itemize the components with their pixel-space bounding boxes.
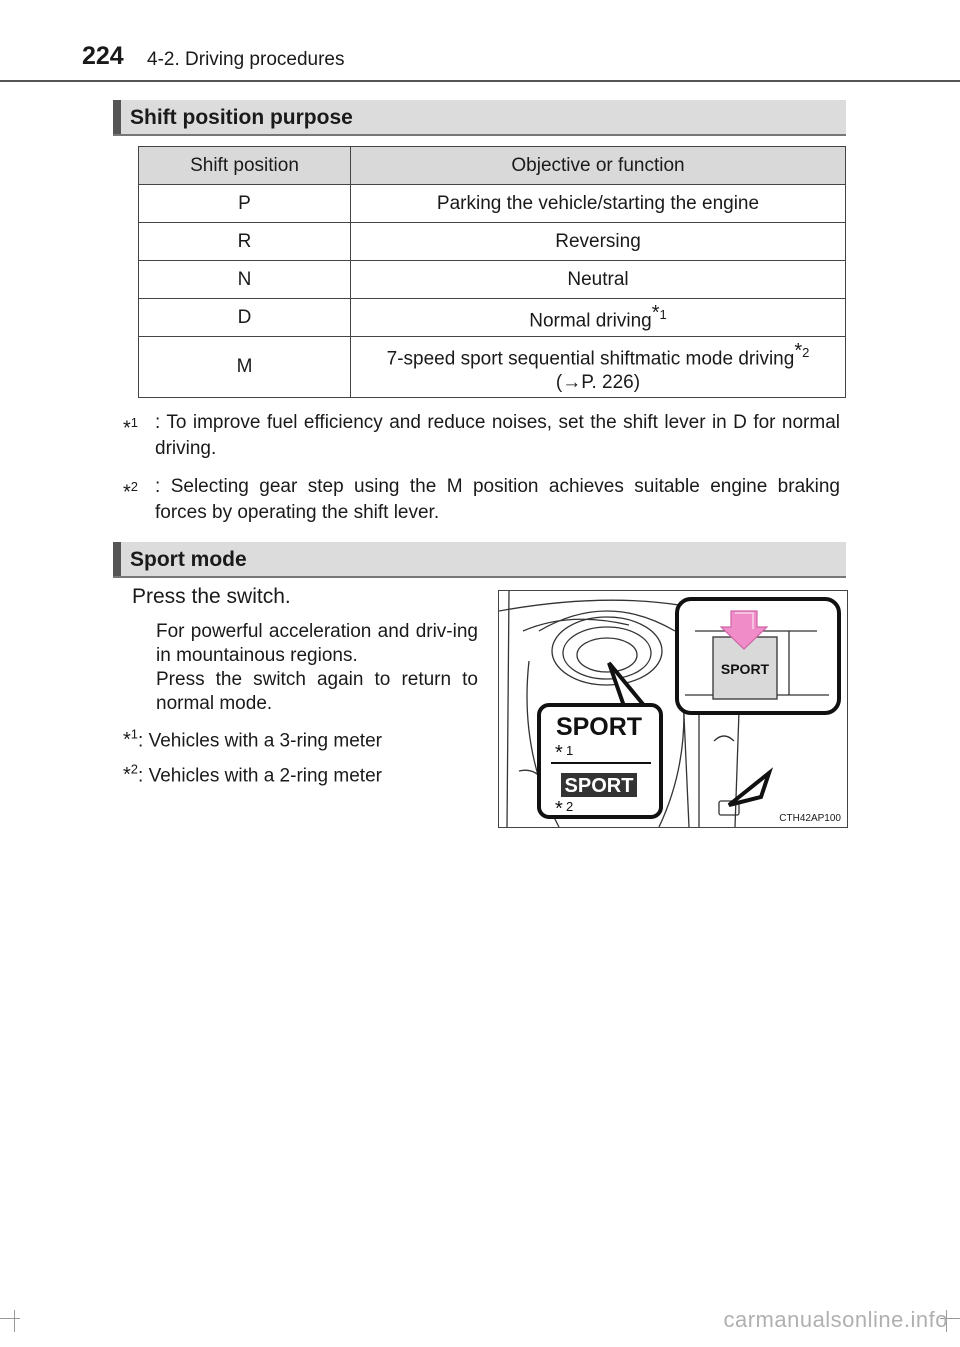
footnote-mark: *$^1$ [123,727,139,752]
function-cell: Parking the vehicle/starting the engine [351,185,846,223]
table-header-cell: Shift position [139,147,351,185]
function-cell: Neutral [351,261,846,299]
shift-position-table [138,146,846,398]
function-text: 7-speed sport sequential shiftmatic mode driving [386,348,795,370]
function-cell: Reversing [351,223,846,261]
watermark: carmanualsonline.info [723,1307,948,1332]
footnote-mark: *$^2$ [123,479,139,504]
function-text: Normal driving [529,310,652,332]
footnote-text: : Vehicles with a 2-ring meter [138,765,382,787]
header-divider [0,80,960,82]
asterisk-icon: * [123,764,131,787]
table-row [139,337,846,398]
function-cell [351,337,846,398]
section-heading-sport-mode [113,542,846,578]
sport-switch-label: SPORT [720,661,770,677]
section-heading-shift-position [113,100,846,136]
page-number: 224 [82,42,124,70]
asterisk-icon: * [123,417,131,440]
sport-indicator-3ring: SPORT [555,713,643,741]
instruction-step: Press the switch. [132,585,291,608]
illustration-code: CTH42AP100 [779,813,841,824]
table-row [139,299,846,337]
table-row [139,261,846,299]
footnote-mark: *$^1$ [123,415,139,440]
function-cell [351,299,846,337]
footnote-text: : To improve fuel efficiency and reduce noises, set the shift lever in D for normal driving. [155,412,840,459]
footnote-mark: *2 [794,339,810,362]
section-heading-title: Shift position purpose [130,106,353,129]
footnote-2ring [123,762,483,787]
sport-indicator-2ring: SPORT [564,775,634,797]
section-reference: 4-2. Driving procedures [147,49,345,70]
asterisk-icon: * [123,729,131,752]
shift-position-cell: R [139,223,351,261]
footnote-mark: *$^2$ [123,762,139,787]
table-header-row [139,147,846,185]
illustration-labels [499,591,847,827]
section-heading-accent [113,100,121,134]
indicator-mark-1: 1 [566,743,574,758]
instruction-description [156,620,478,716]
shift-position-cell: P [139,185,351,223]
table-header-cell: Objective or function [351,147,846,185]
page-header [0,0,960,82]
description-paragraph: Press the switch again to return to normal mode. [156,669,478,714]
footnote-2 [123,474,840,526]
table-row [139,223,846,261]
footnote-1 [123,410,840,462]
asterisk-icon: * [123,481,131,504]
shift-position-cell: D [139,299,351,337]
asterisk-icon: * [555,798,563,820]
indicator-mark-2: 2 [566,799,574,814]
asterisk-icon: * [555,742,563,764]
asterisk-icon: * [651,302,660,325]
asterisk-icon: * [794,339,803,362]
description-paragraph: For powerful acceleration and driv-ing in mountainous regions. [156,621,478,666]
section-heading-accent [113,542,121,576]
section-heading-title: Sport mode [130,548,247,571]
page-reference: (→P. 226) [555,372,641,394]
footnote-text: : Selecting gear step using the M position achieves suitable engine braking forces by operating the shift lever. [155,476,840,523]
shift-position-cell: N [139,261,351,299]
footnote-3ring [123,727,483,752]
sport-mode-illustration [498,590,848,828]
footnote-text: : Vehicles with a 3-ring meter [138,730,382,752]
table-row [139,185,846,223]
footnote-mark: *1 [651,302,667,325]
shift-position-cell: M [139,337,351,398]
